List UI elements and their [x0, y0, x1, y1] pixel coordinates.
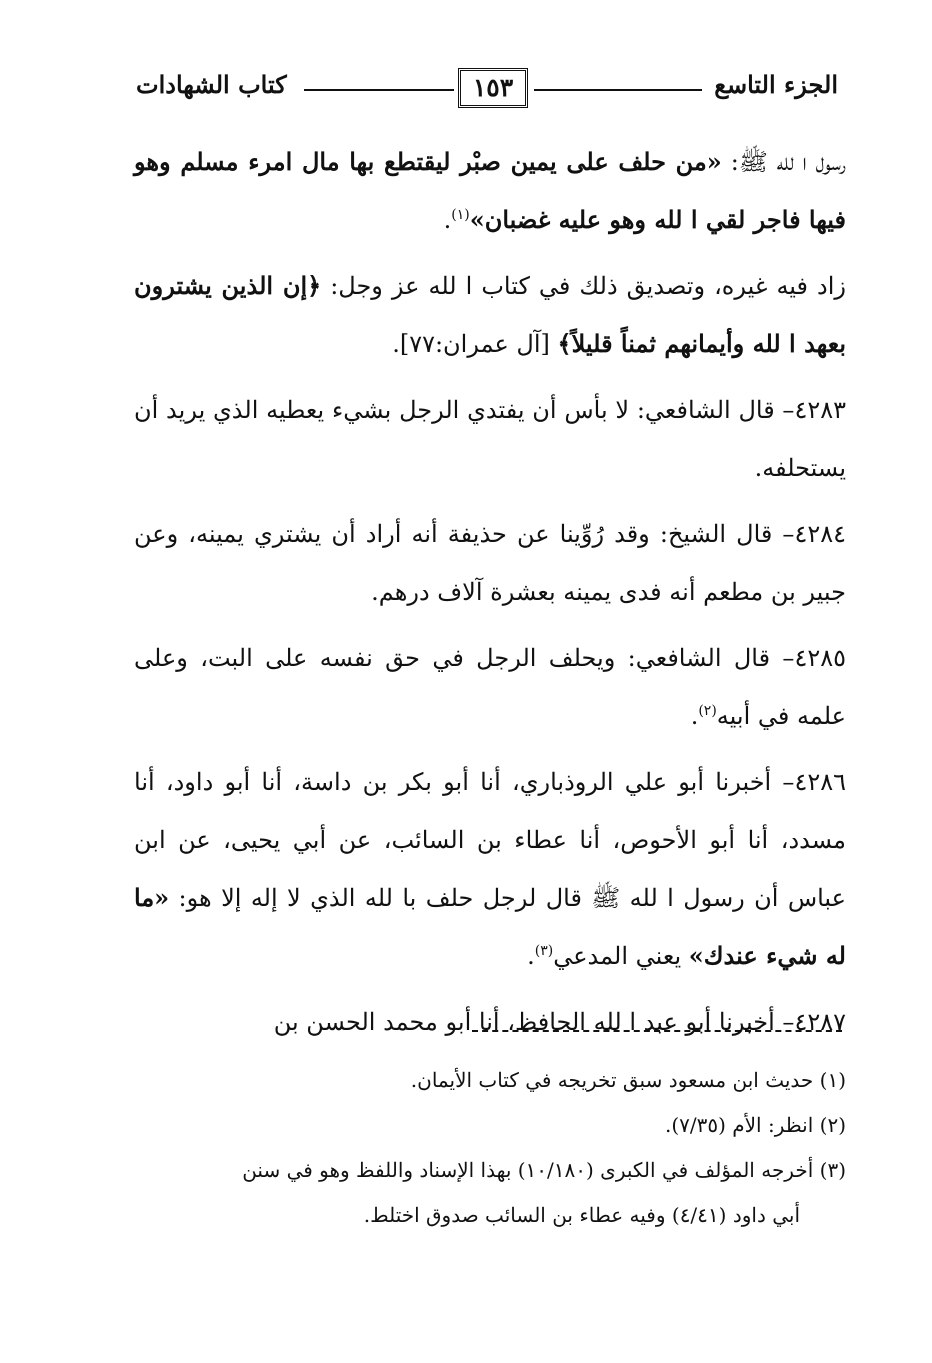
footnote-ref: (٣) [534, 943, 554, 959]
header-rule-left [304, 89, 454, 91]
verse-citation: [آل عمران:٧٧]. [392, 330, 558, 358]
paragraph-4285 [134, 629, 846, 745]
hadith-quote: «ما له شيء عندك» [134, 883, 846, 970]
paragraph-quran [134, 257, 846, 373]
volume-title: الجزء التاسع [714, 70, 838, 99]
footnote-1: (١) حديث ابن مسعود سبق تخريجه في كتاب الأيمان. [410, 1068, 846, 1092]
text-run: . [527, 942, 535, 970]
text-run: يعني المدعي [553, 942, 689, 970]
footnote-ref: (٢) [698, 703, 717, 719]
footnote-3: (٣) أخرجه المؤلف في الكبرى (١٠/١٨٠) بهذا الإسناد واللفظ وهو في سنن [242, 1158, 846, 1182]
text-run: ٤٢٨٥– قال الشافعي: ويحلف الرجل في حق نفسه على البت، وعلى علمه في أبيه [134, 644, 846, 730]
footnote-3-continued: أبي داود (٤/٤١) وفيه عطاء بن السائب صدوق اختلط. [363, 1203, 800, 1227]
footnotes [134, 1058, 846, 1238]
hadith-quote: «من حلف على يمين صبْر ليقتطع بها مال امرء مسلم وهو فيها فاجر لقي ا لله وهو عليه غضبان» [134, 147, 846, 234]
text-run: رسول ا لله ﷺ: [721, 148, 846, 176]
page-number: ١٥٣ [458, 68, 528, 108]
text-run: زاد فيه غيره، وتصديق ذلك في كتاب ا لله عز وجل: [321, 272, 846, 300]
paragraph-hadith [134, 133, 846, 249]
paragraph-4283: ٤٢٨٣– قال الشافعي: لا بأس أن يفتدي الرجل بشيء يعطيه الذي يريد أن يستحلفه. [134, 396, 846, 482]
main-text [134, 133, 846, 1051]
footnote-2: (٢) انظر: الأم (٧/٣٥). [664, 1113, 846, 1137]
paragraph-4287: ٤٢٨٧– أخبرنا أبو عبد ا لله الحافظ، أنا أبو محمد الحسن بن [273, 1008, 846, 1036]
book-title: كتاب الشهادات [136, 70, 287, 99]
text-run: ٤٢٨٦– أخبرنا أبو علي الروذباري، أنا أبو بكر بن داسة، أنا أبو داود، أنا مسدد، أنا أبو الأحوص، أنا عطاء بن السائب، عن أبي يحيى، عن ابن عباس أن رسول ا لله ﷺ قال لرجل حلف با لله الذي لا إله إلا هو: [134, 768, 846, 912]
paragraph-4284: ٤٢٨٤– قال الشيخ: وقد رُوِّينا عن حذيفة أنه أراد أن يشتري يمينه، وعن جبير بن مطعم أنه فدى يمينه بعشرة آلاف درهم. [134, 520, 846, 606]
footnote-ref: (١) [451, 207, 470, 223]
header-rule-right [534, 89, 702, 91]
footnote-divider [472, 1030, 842, 1032]
paragraph-4286 [134, 753, 846, 985]
quran-verse: ﴿إن الذين يشترون بعهد ا لله وأيمانهم ثمناً قليلاً﴾ [134, 271, 846, 358]
text-run: . [443, 206, 452, 234]
text-run: . [690, 702, 699, 730]
